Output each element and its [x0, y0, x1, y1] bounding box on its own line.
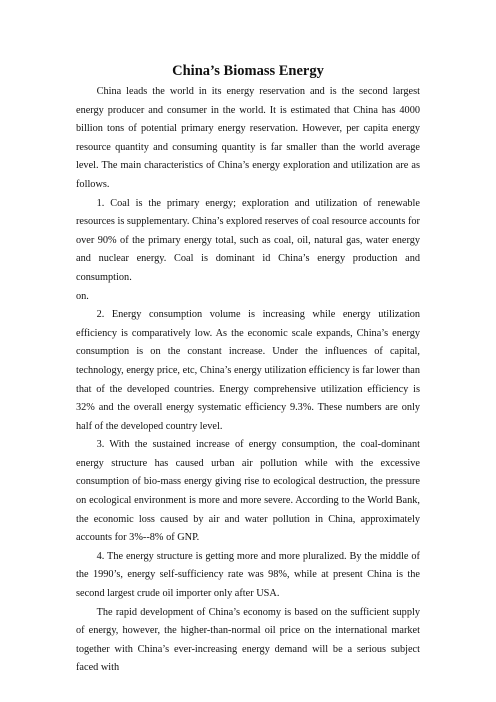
paragraph-point-4: 4. The energy structure is getting more and more pluralized. By the middle of the 1990’s, energy self-sufficiency rate was 98%, while at present China is the second largest crude oil importer only after USA.: [76, 550, 420, 600]
document-title: China’s Biomass Energy: [172, 63, 324, 79]
paragraph-point-3: 3. With the sustained increase of energy consumption, the coal-dominant energy structure has caused urban air pollution while with the excessive consumption of bio-mass energy giving rise to ecological destruction, the pressure on ecological environment is more and more severe. According to the World Bank, the economic loss caused by air and water pollution in China, approximately accounts for 3%--8% of GNP.: [76, 439, 420, 544]
paragraph-conclusion: The rapid development of China’s economy is based on the sufficient supply of energy, however, the higher-than-normal oil price on the international market together with China’s ever-increasing energy demand will be a serious subject faced with: [76, 606, 420, 674]
paragraph-point-2: 2. Energy consumption volume is increasing while energy utilization efficiency is comparatively low. As the economic scale expands, China’s energy consumption is on the constant increase. Under the influences of capital, technology, energy price, etc, China’s energy utilization efficiency is far lower than that of the developed countries. Energy comprehensive utilization efficiency is 32% and the overall energy systematic efficiency 9.3%. These numbers are only half of the developed country level.: [76, 309, 420, 432]
paragraph-fragment: on.: [76, 290, 89, 302]
document-body: [76, 83, 420, 678]
paragraph-intro: China leads the world in its energy reservation and is the second largest energy producer and consumer in the world. It is estimated that China has 4000 billion tons of potential primary energy reservation. However, per capita energy resource quantity and consuming quantity is far smaller than the world average level. The main characteristics of China’s energy exploration and utilization are as follows.: [76, 86, 420, 190]
paragraph-point-1: 1. Coal is the primary energy; exploration and utilization of renewable resources is supplementary. China’s explored reserves of coal resource accounts for over 90% of the primary energy total, such as coal, oil, natural gas, water energy and nuclear energy. Coal is dominant id China’s energy production and consumption.: [76, 197, 420, 283]
